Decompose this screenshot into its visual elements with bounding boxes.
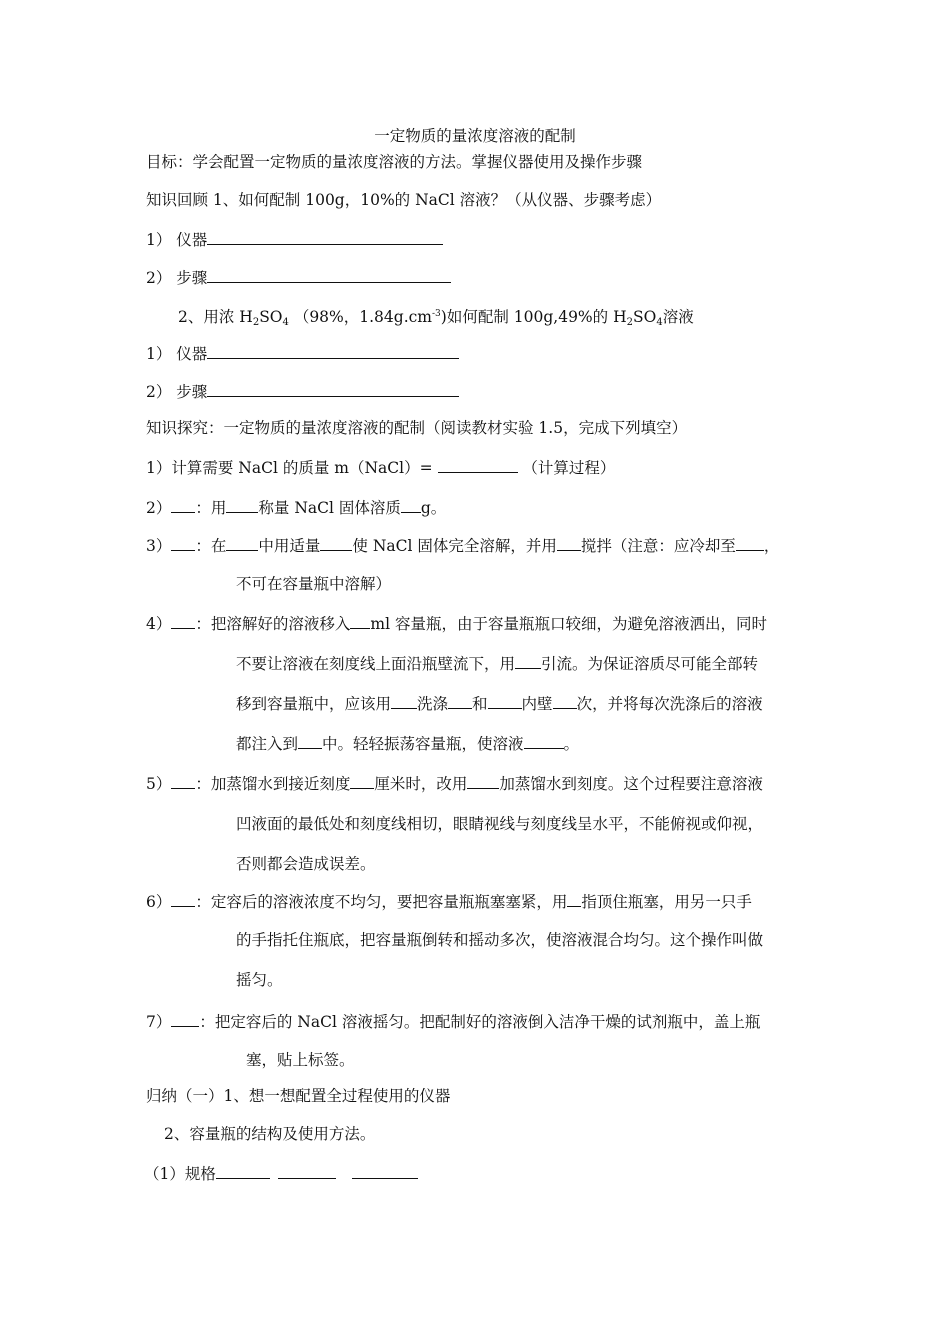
review-q1-instruments: 1） 仪器 xyxy=(146,228,443,250)
blank-field[interactable] xyxy=(515,652,541,669)
step-6-line-2: 的手指托住瓶底，把容量瓶倒转和摇动多次，使溶液混合均匀。这个操作叫做 xyxy=(236,931,764,949)
blank-field[interactable] xyxy=(350,612,370,629)
step-4-line-4: 都注入到 中。轻轻振荡容量瓶，使溶液 。 xyxy=(236,732,579,754)
step-5-line-3: 否则都会造成误差。 xyxy=(236,855,376,873)
blank-field[interactable] xyxy=(207,342,459,359)
blank-field[interactable] xyxy=(736,534,764,551)
blank-field[interactable] xyxy=(207,380,459,397)
blank-field[interactable] xyxy=(467,772,499,789)
blank-field[interactable] xyxy=(448,692,472,709)
blank-field[interactable] xyxy=(438,456,518,473)
page-title: 一定物质的量浓度溶液的配制 xyxy=(374,127,576,145)
blank-field[interactable] xyxy=(401,496,421,513)
review-q2-instruments: 1） 仪器 xyxy=(146,342,459,364)
blank-field[interactable] xyxy=(350,772,374,789)
review-q1-steps: 2） 步骤 xyxy=(146,266,451,288)
step-7: 7） ：把定容后的 NaCl 溶液摇匀。把配制好的溶液倒入洁净干燥的试剂瓶中，盖上瓶 xyxy=(146,1010,760,1032)
blank-field[interactable] xyxy=(298,732,322,749)
blank-field[interactable] xyxy=(278,1162,336,1179)
blank-field[interactable] xyxy=(171,496,195,513)
blank-field[interactable] xyxy=(171,1010,199,1027)
blank-field[interactable] xyxy=(171,534,195,551)
review-q2: 2、用浓 $H_2SO_4$ （98%，$1.84g.cm^{-3}$)如何配制 100g,49%的 $H_2SO_4$溶液 xyxy=(178,308,694,328)
step-2: 2） ：用 称量 NaCl 固体溶质 g。 xyxy=(146,496,446,518)
blank-field[interactable] xyxy=(391,692,417,709)
blank-field[interactable] xyxy=(557,534,581,551)
blank-field[interactable] xyxy=(207,266,451,283)
blank-field[interactable] xyxy=(216,1162,270,1179)
step-3: 3） ：在 中用适量 使 NaCl 固体完全溶解，并用 搅拌（注意：应冷却至 ， xyxy=(146,534,779,556)
blank-field[interactable] xyxy=(171,890,195,907)
blank-field[interactable] xyxy=(226,534,258,551)
step-5-line-2: 凹液面的最低处和刻度线相切，眼睛视线与刻度线呈水平，不能俯视或仰视， xyxy=(236,815,764,833)
step-3-note: 不可在容量瓶中溶解） xyxy=(236,575,392,593)
blank-field[interactable] xyxy=(567,890,581,907)
summary-3: （1）规格 xyxy=(144,1162,418,1184)
step-6-line-3: 摇匀。 xyxy=(236,971,283,989)
blank-field[interactable] xyxy=(171,772,195,789)
blank-field[interactable] xyxy=(320,534,352,551)
review-q1: 知识回顾 1、如何配制 100g，10%的 NaCl 溶液？（从仪器、步骤考虑） xyxy=(146,191,662,209)
goal-line: 目标：学会配置一定物质的量浓度溶液的方法。掌握仪器使用及操作步骤 xyxy=(146,153,643,171)
blank-field[interactable] xyxy=(207,228,443,245)
blank-field[interactable] xyxy=(226,496,258,513)
step-5: 5） ：加蒸馏水到接近刻度 厘米时，改用 加蒸馏水到刻度。这个过程要注意溶液 xyxy=(146,772,763,794)
summary-1: 归纳（一）1、想一想配置全过程使用的仪器 xyxy=(146,1087,451,1105)
blank-field[interactable] xyxy=(171,612,195,629)
step-4-line-3: 移到容量瓶中，应该用 洗涤 和 内壁 次，并将每次洗涤后的溶液 xyxy=(236,692,763,714)
step-4: 4） ：把溶解好的溶液移入 ml 容量瓶，由于容量瓶瓶口较细，为避免溶液洒出，同时 xyxy=(146,612,767,634)
blank-field[interactable] xyxy=(524,732,564,749)
review-q2-steps: 2） 步骤 xyxy=(146,380,459,402)
blank-field[interactable] xyxy=(488,692,522,709)
step-6: 6） ：定容后的溶液浓度不均匀，要把容量瓶瓶塞塞紧，用 指顶住瓶塞，用另一只手 xyxy=(146,890,752,912)
blank-field[interactable] xyxy=(352,1162,418,1179)
explore-heading: 知识探究：一定物质的量浓度溶液的配制（阅读教材实验 1.5，完成下列填空） xyxy=(146,419,688,437)
summary-2: 2、容量瓶的结构及使用方法。 xyxy=(164,1125,376,1143)
blank-field[interactable] xyxy=(553,692,577,709)
step-4-line-2: 不要让溶液在刻度线上面沿瓶壁流下，用 引流。为保证溶质尽可能全部转 xyxy=(236,652,758,674)
step-7-line-2: 塞，贴上标签。 xyxy=(246,1051,355,1069)
step-1: 1）计算需要 NaCl 的质量 m（NaCl）= （计算过程） xyxy=(146,456,615,478)
